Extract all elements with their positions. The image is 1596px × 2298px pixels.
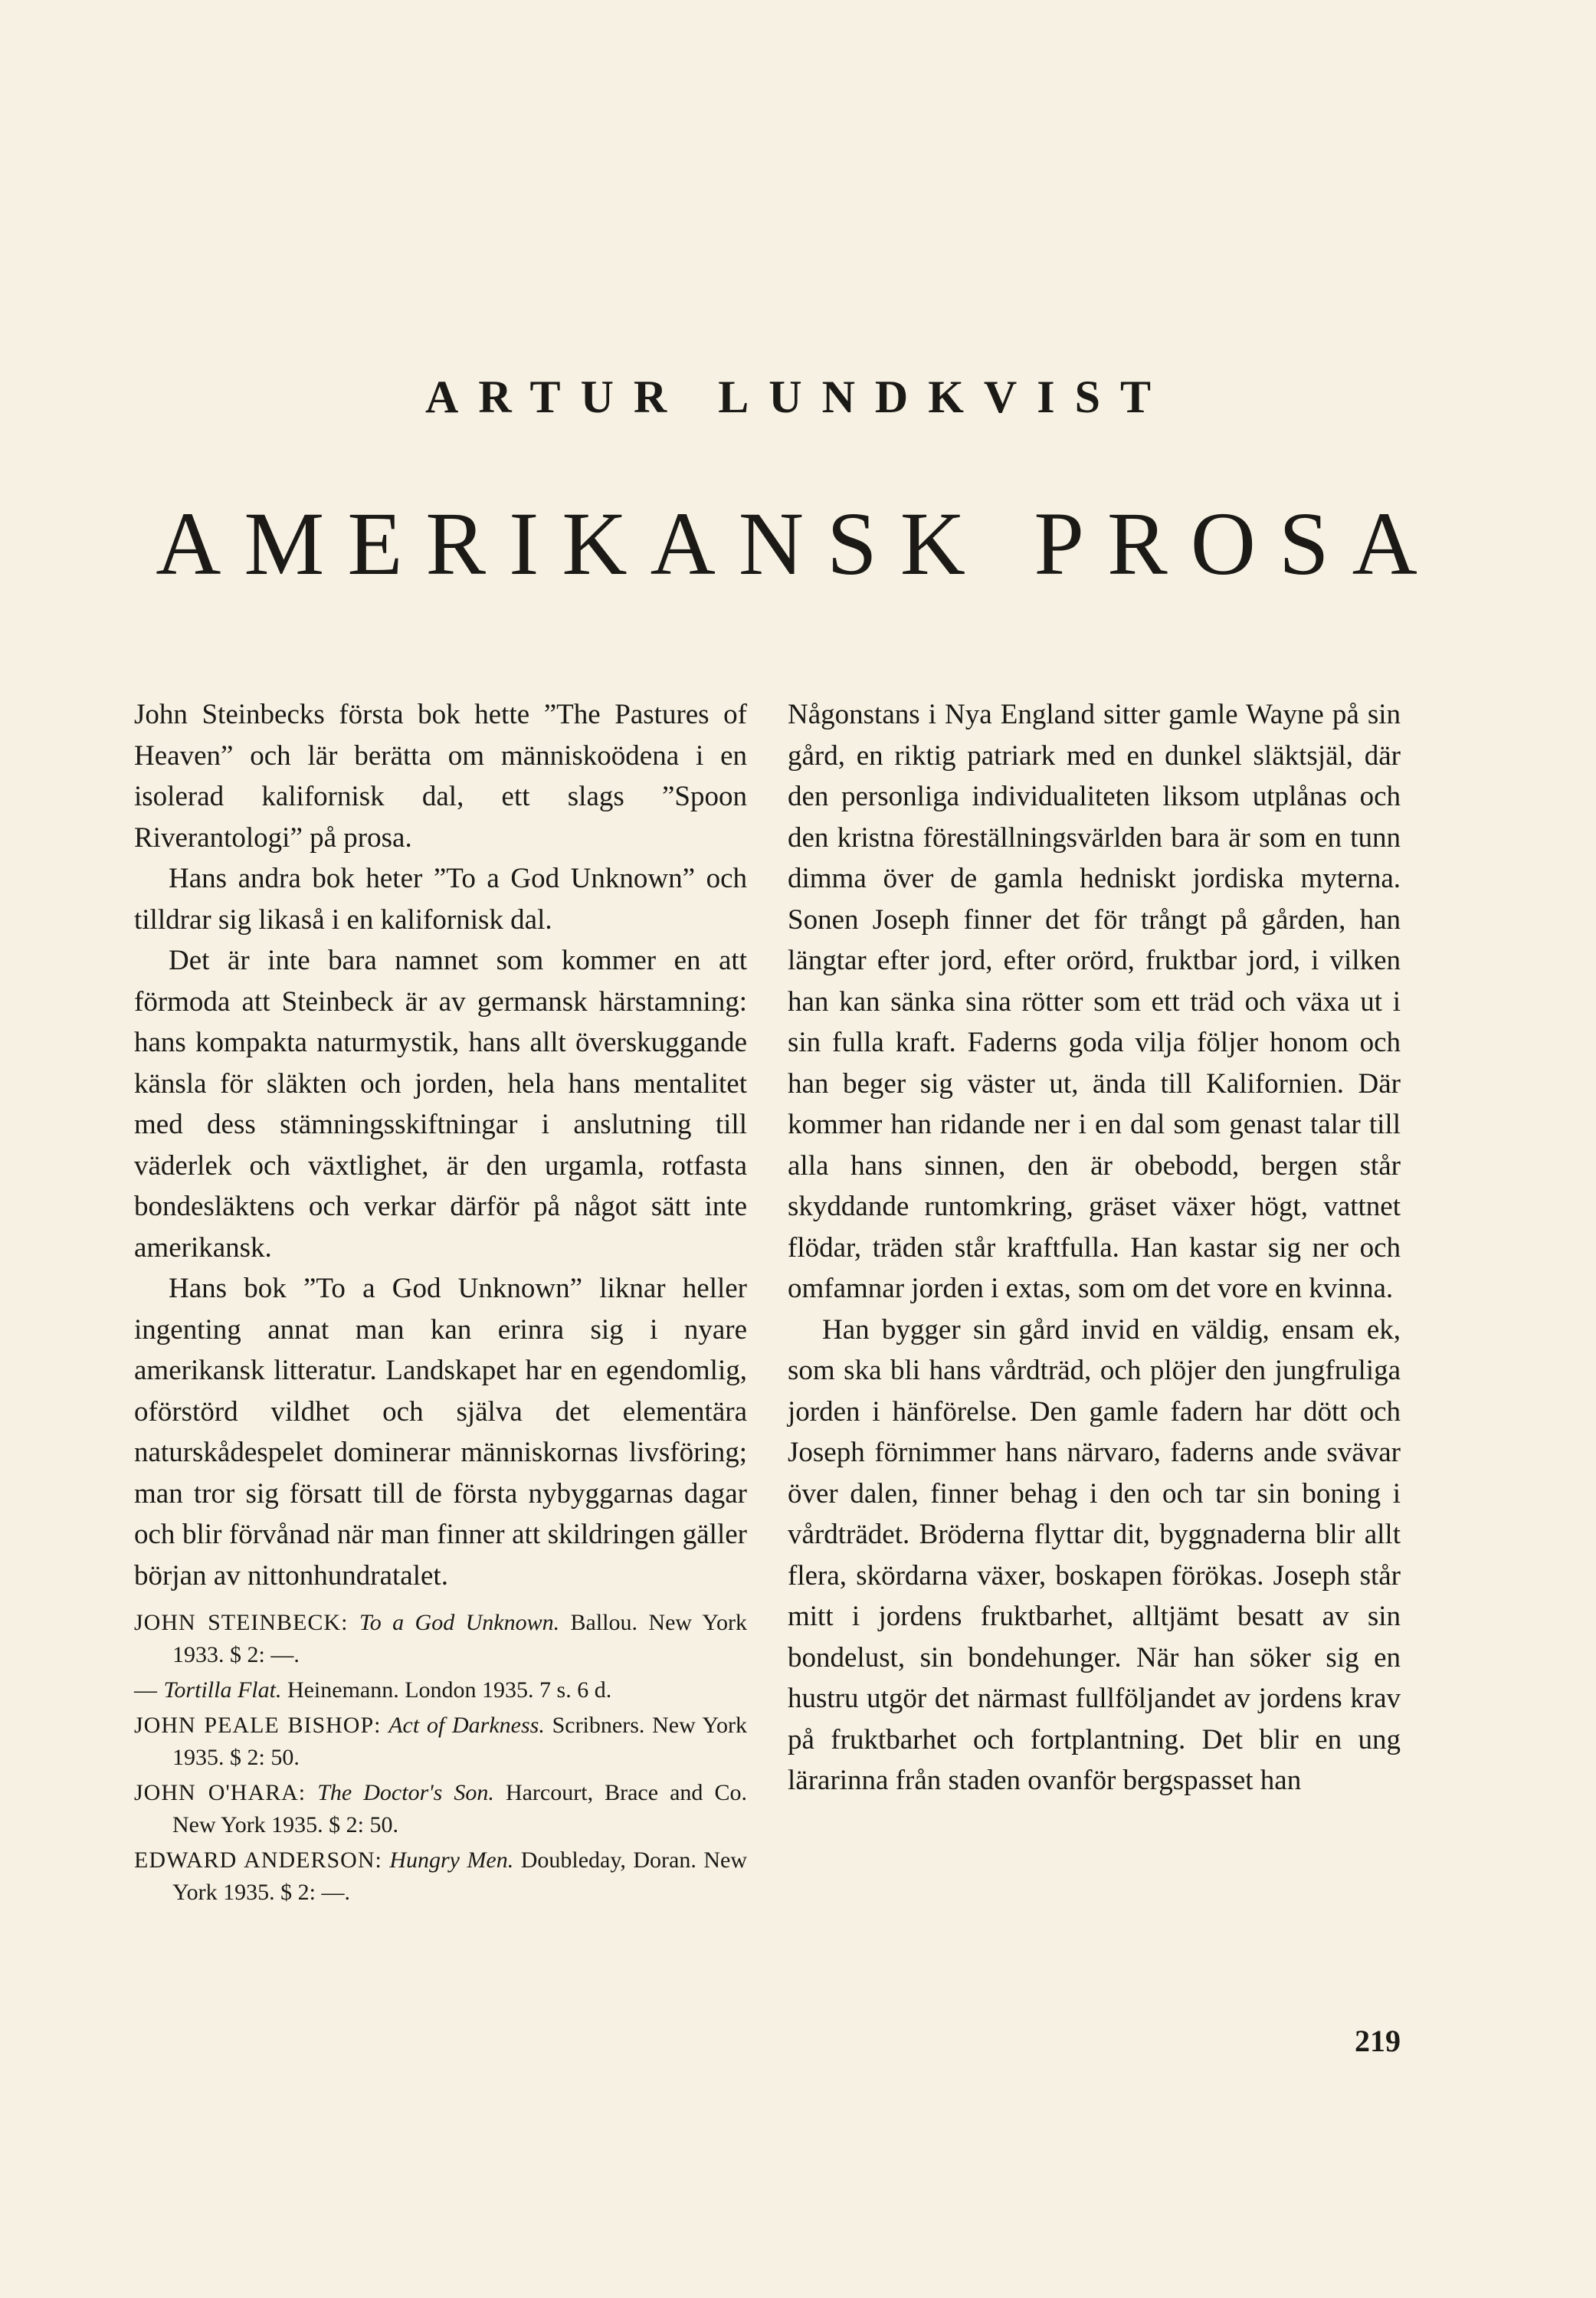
reference-author: JOHN PEALE BISHOP: (134, 1713, 382, 1738)
reference-author: — (134, 1677, 158, 1703)
reference-item (134, 1674, 747, 1706)
reference-item (134, 1777, 747, 1841)
reference-list (134, 1607, 747, 1909)
reference-work: The Doctor's Son. (317, 1780, 494, 1805)
reference-details: Harcourt, Brace and Co. New York 1935. $ 2: 50. (172, 1780, 747, 1837)
right-column (788, 694, 1401, 1801)
reference-item (134, 1607, 747, 1671)
reference-item (134, 1710, 747, 1774)
reference-details: Scribners. New York 1935. $ 2: 50. (172, 1713, 748, 1770)
paragraph: John Steinbecks första bok hette ”The Pastures of Heaven” och lär berätta om människoödena i en isolerad kalifornisk dal, ett slags ”Spoon Riverantologi” på prosa. (134, 699, 747, 854)
reference-details: Doubleday, Doran. New York 1935. $ 2: —. (172, 1847, 747, 1905)
paragraph: Någonstans i Nya England sitter gamle Wayne på sin gård, en riktig patriark med en dunkel släktsjäl, där den personliga individualiteten liksom utplånas och den kristna föreställningsvärlden bara är som en tunn dimma över de gamla hedniskt jordiska myterna. Sonen Joseph finner det för trångt på gården, han längtar efter jord, efter orörd, fruktbar jord, i vilken han kan sänka sina rötter som ett träd och växa ut i sin fulla kraft. Faderns goda vilja följer honom och han beger sig väster ut, ända till Kalifornien. Där kommer han ridande ner i en dal som genast talar till alla hans sinnen, den är obebodd, bergen står skyddande runtomkring, gräset växer högt, vattnet flödar, träden står kraftfulla. Han kastar sig ner och omfamnar jorden i extas, som om det vore en kvinna. (788, 699, 1401, 1304)
paragraph: Han bygger sin gård invid en väldig, ensam ek, som ska bli hans vårdträd, och plöjer den jungfruliga jorden i hänförelse. Den gamle fadern har dött och Joseph förnimmer hans närvaro, faderns ande svävar över dalen, finner behag i den och tar sin boning i vårdträdet. Bröderna flyttar dit, byggnaderna blir allt flera, skördarna växer, boskapen förökas. Joseph står mitt i jordens fruktbarhet, alltjämt besatt av sin bondelust, sin bondehunger. När han söker sig en hustru utgör det närmast fullföljandet av jordens krav på fruktbarhet och fortplantning. Det blir en ung lärarinna från staden ovanför bergspasset han (788, 1313, 1401, 1796)
paragraph: Hans bok ”To a God Unknown” liknar heller ingenting annat man kan erinra sig i nyare amerikansk litteratur. Landskapet har en egendomlig, oförstörd vildhet och själva det elementära naturskådespelet dominerar människornas livsföring; man tror sig försatt till de första nybyggarnas dagar och blir förvånad när man finner att skildringen gäller början av nittonhundratalet. (134, 1273, 747, 1592)
article-title: AMERIKANSK PROSA (156, 493, 1440, 594)
reference-work: To a God Unknown. (359, 1610, 560, 1635)
reference-author: JOHN O'HARA: (134, 1780, 306, 1805)
reference-work: Hungry Men. (389, 1847, 514, 1873)
reference-details: Ballou. New York 1933. $ 2: —. (172, 1610, 747, 1667)
reference-author: EDWARD ANDERSON: (134, 1847, 382, 1873)
reference-work: Act of Darkness. (388, 1713, 545, 1738)
paragraph: Det är inte bara namnet som kommer en att förmoda att Steinbeck är av germansk härstamning: hans kompakta naturmystik, hans allt överskuggande känsla för släkten och jorden, hela hans mentalitet med dess stämningsskiftningar i anslutning till väderlek och växtlighet, är den urgamla, rotfasta bondesläktens och verkar därför på något sätt inte amerikansk. (134, 945, 747, 1264)
reference-author: JOHN STEINBECK: (134, 1610, 349, 1635)
reference-details: Heinemann. London 1935. 7 s. 6 d. (287, 1677, 612, 1703)
paragraph: Hans andra bok heter ”To a God Unknown” och tilldrar sig likaså i en kalifornisk dal. (134, 863, 747, 936)
reference-item (134, 1844, 747, 1909)
page-number: 219 (1355, 2024, 1401, 2058)
left-column (134, 694, 747, 1912)
reference-work: Tortilla Flat. (163, 1677, 282, 1703)
author-name: ARTUR LUNDKVIST (425, 372, 1171, 422)
